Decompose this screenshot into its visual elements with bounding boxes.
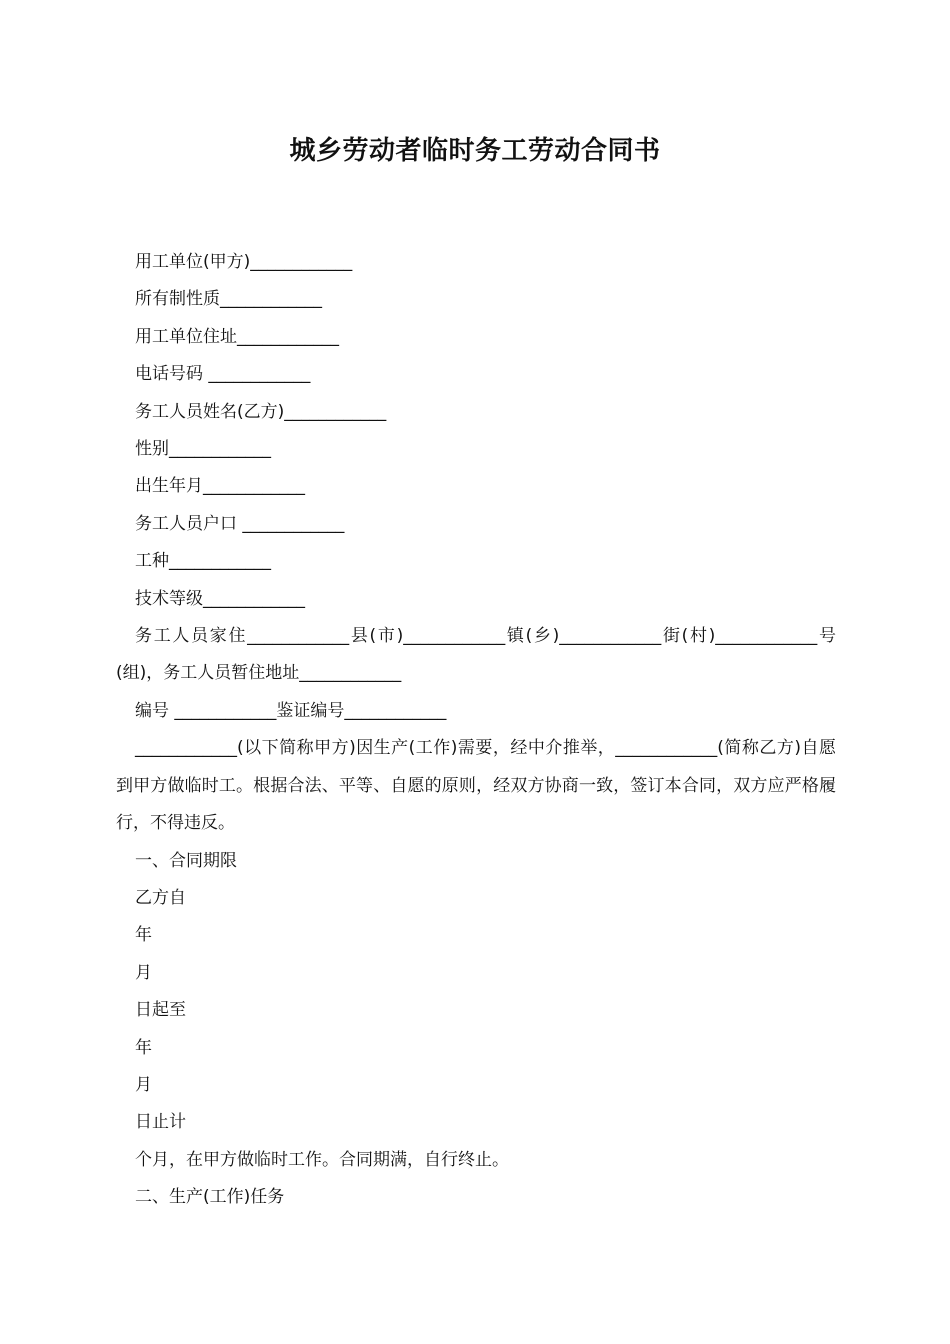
term-line: 月 xyxy=(135,962,152,983)
intro-paragraph: ____________(以下简称甲方)因生产(工作)需要，经中介推举，____________(简称乙方)自愿到甲方做临时工。根据合法、平等、自愿的原则，经双方协商一致，签订本合同，双方应严格履行，不得违反。 xyxy=(116,738,836,834)
field-skill-level: 技术等级____________ xyxy=(135,588,305,609)
term-line: 年 xyxy=(135,925,152,946)
document-body xyxy=(116,244,836,1217)
field-household: 务工人员户口 ____________ xyxy=(135,513,345,534)
section-heading-term: 一、合同期限 xyxy=(135,850,237,871)
field-worker-name: 务工人员姓名(乙方)____________ xyxy=(135,401,387,422)
field-birth-date: 出生年月____________ xyxy=(135,476,305,497)
document-title: 城乡劳动者临时务工劳动合同书 xyxy=(289,136,661,166)
field-job-type: 工种____________ xyxy=(135,551,271,572)
field-home-address: 务工人员家住____________县(市)____________镇(乡)____________街(村)____________号(组)，务工人员暂住地址____________ xyxy=(116,626,836,684)
term-line: 日起至 xyxy=(135,1000,186,1021)
term-line: 日止计 xyxy=(135,1112,186,1133)
field-number: 编号 ____________鉴证编号____________ xyxy=(135,700,447,721)
section-heading-task: 二、生产(工作)任务 xyxy=(135,1187,285,1208)
term-line: 年 xyxy=(135,1037,152,1058)
term-line: 乙方自 xyxy=(135,887,186,908)
field-employer-address: 用工单位住址____________ xyxy=(135,326,339,347)
field-employer: 用工单位(甲方)____________ xyxy=(135,252,353,272)
field-ownership: 所有制性质____________ xyxy=(135,289,322,310)
term-line: 个月，在甲方做临时工作。合同期满，自行终止。 xyxy=(135,1149,509,1170)
term-line: 月 xyxy=(135,1074,152,1095)
field-gender: 性别____________ xyxy=(135,439,271,460)
field-phone: 电话号码 ____________ xyxy=(135,364,311,385)
